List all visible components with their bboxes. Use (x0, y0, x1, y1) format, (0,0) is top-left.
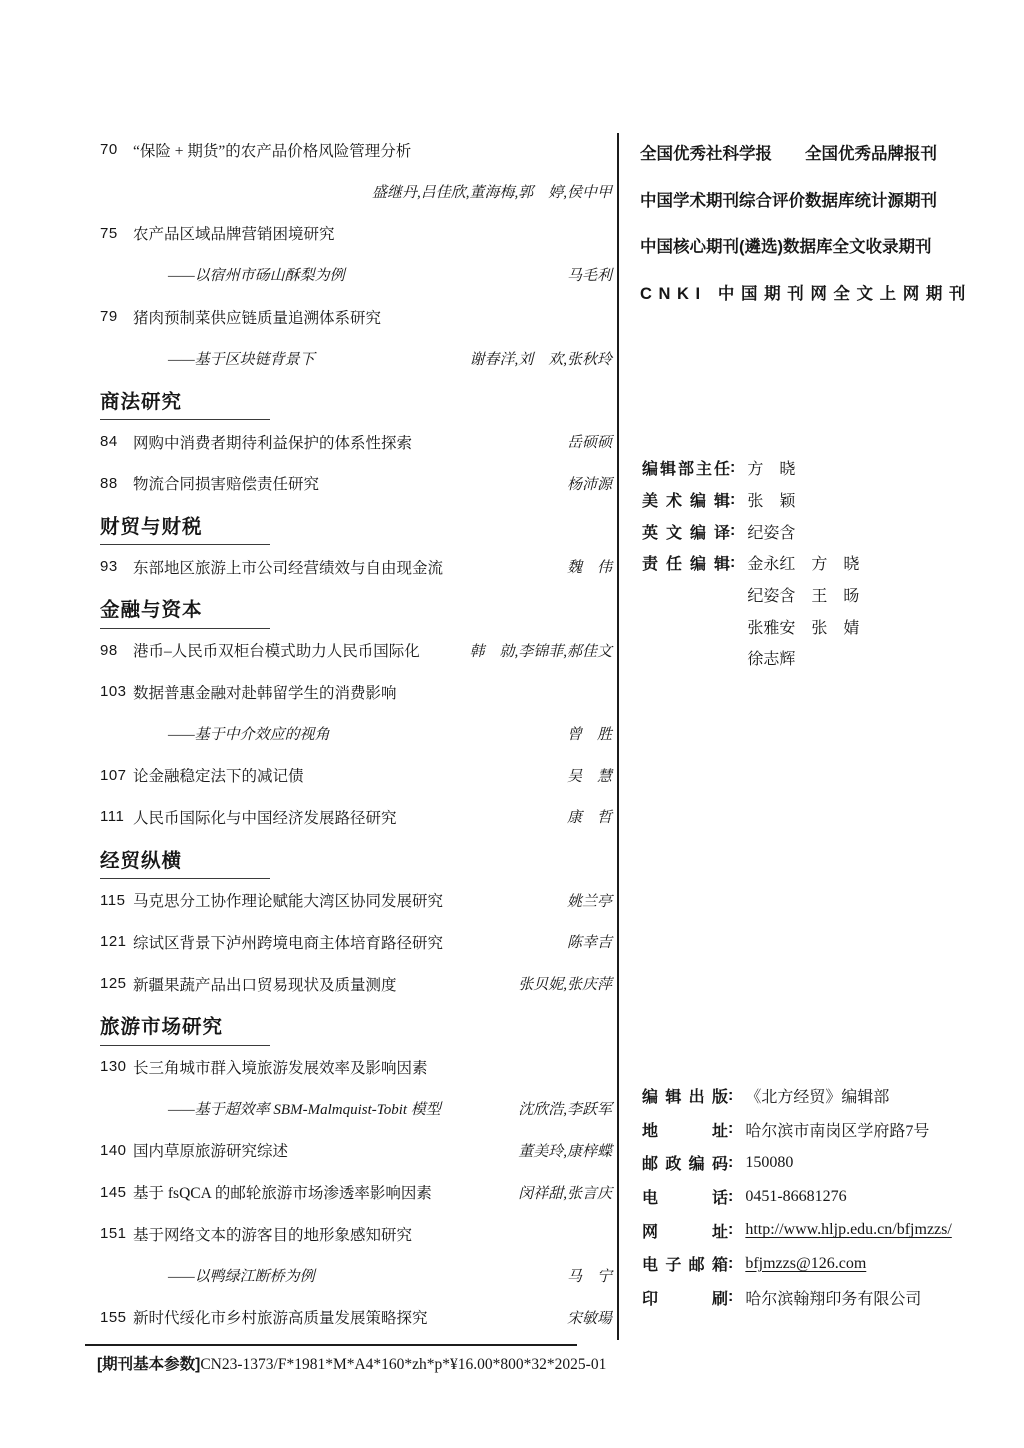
publisher-info-value: 0451-86681276 (745, 1187, 847, 1205)
page-number: 121 (100, 933, 127, 951)
toc-item-row (100, 879, 612, 921)
journal-honor-line: 全国优秀社科学报 全国优秀品牌报刊 (640, 145, 937, 164)
article-title: 马克思分工协作理论赋能大湾区协同发展研究 (133, 893, 444, 911)
publisher-info-value: 150080 (745, 1153, 794, 1171)
page-number: 125 (100, 975, 127, 993)
publisher-info-value: 哈尔滨市南岗区学府路7号 (745, 1122, 930, 1140)
article-authors: 宋敏瑒 (566, 1310, 612, 1327)
publisher-info-label: 印刷 (642, 1290, 728, 1308)
journal-honors-list (640, 129, 973, 315)
toc-item-row (100, 921, 612, 963)
article-authors: 吴 慧 (566, 768, 612, 785)
staff-role-colon: : (730, 522, 736, 540)
publisher-info-row (642, 1180, 972, 1214)
page-number: 98 (100, 641, 118, 659)
article-subtitle: ——基于区块链背景下 (168, 351, 315, 368)
article-title: “保险 + 期货”的农产品价格风险管理分析 (133, 142, 412, 160)
article-authors: 魏 伟 (566, 560, 612, 577)
publisher-info-row (642, 1113, 972, 1147)
publisher-info-row (642, 1146, 972, 1180)
publisher-info-label: 电话 (642, 1190, 728, 1208)
page-number: 93 (100, 558, 118, 576)
section-title: 财贸与财税 (100, 516, 203, 539)
publisher-info-colon: : (728, 1086, 734, 1104)
toc-item-row (100, 671, 612, 713)
article-title: 农产品区域品牌营销困境研究 (133, 226, 335, 244)
toc-subtitle-row (100, 337, 612, 379)
page-number: 140 (100, 1141, 127, 1159)
toc-column (100, 129, 612, 1338)
article-authors: 陈幸吉 (566, 935, 612, 952)
column-divider (617, 133, 619, 1340)
journal-honor-line: CNKI 中国期刊网全文上网期刊 (640, 284, 973, 303)
journal-parameters-value: CN23-1373/F*1981*M*A4*160*zh*p*¥16.00*800*32*2025-01 (200, 1356, 607, 1373)
staff-role-colon: : (730, 490, 736, 508)
section-title: 商法研究 (100, 390, 183, 413)
article-authors: 曾 胜 (566, 726, 612, 743)
staff-names: 纪姿含 (747, 524, 796, 542)
article-authors: 谢春洋,刘 欢,张秋玲 (469, 351, 612, 368)
toc-section-header (100, 379, 612, 421)
page-number: 70 (100, 141, 118, 159)
article-title: 新时代绥化市乡村旅游高质量发展策略探究 (133, 1310, 428, 1328)
publisher-info-value: 哈尔滨翰翔印务有限公司 (745, 1290, 922, 1308)
publisher-info-label: 网址 (642, 1223, 728, 1241)
article-title: 网购中消费者期待利益保护的体系性探索 (133, 434, 413, 452)
toc-item-row (100, 212, 612, 254)
toc-item-row (100, 421, 612, 463)
publisher-info-label: 邮政编码 (642, 1156, 728, 1174)
publisher-info-block (642, 1079, 972, 1314)
publisher-info-colon: : (728, 1120, 734, 1138)
article-subtitle: ——基于中介效应的视角 (168, 726, 330, 743)
staff-names: 徐志辉 (747, 651, 796, 669)
article-authors: 张贝妮,张庆萍 (518, 977, 612, 994)
article-authors: 闵祥甜,张言庆 (518, 1185, 612, 1202)
article-authors: 姚兰亭 (566, 893, 612, 910)
section-underline (100, 628, 270, 629)
toc-item-row (100, 1130, 612, 1172)
publisher-info-colon: : (728, 1187, 734, 1205)
article-title: 长三角城市群入境旅游发展效率及影响因素 (133, 1059, 428, 1077)
page-number: 130 (100, 1058, 127, 1076)
toc-section-header (100, 588, 612, 630)
staff-row (642, 452, 952, 484)
toc-subtitle-row (100, 254, 612, 296)
toc-item-row (100, 1296, 612, 1338)
publisher-info-label: 地址 (642, 1122, 728, 1140)
journal-honor-line: 中国学术期刊综合评价数据库统计源期刊 (640, 191, 937, 210)
article-title: 基于网络文本的游客目的地形象感知研究 (133, 1226, 413, 1244)
publisher-info-label: 编辑出版 (642, 1089, 728, 1107)
page-number: 75 (100, 224, 118, 242)
staff-row (642, 579, 952, 611)
toc-item-row (100, 629, 612, 671)
toc-item-row (100, 754, 612, 796)
article-subtitle: ——基于超效率 SBM-Malmquist-Tobit 模型 (168, 1102, 441, 1119)
staff-row (642, 610, 952, 642)
staff-role-colon: : (730, 458, 736, 476)
publisher-info-value: bfjmzzs@126.com (745, 1254, 867, 1272)
section-underline (100, 419, 270, 420)
article-authors: 韩 勍,李锦菲,郝佳文 (469, 643, 612, 660)
toc-item-row (100, 463, 612, 505)
article-title: 国内草原旅游研究综述 (133, 1143, 289, 1161)
article-authors: 杨沛源 (566, 476, 612, 493)
publisher-info-row (642, 1247, 972, 1281)
article-title: 新疆果蔬产品出口贸易现状及质量测度 (133, 976, 397, 994)
toc-item-row (100, 1046, 612, 1088)
footer-rule (85, 1344, 577, 1346)
staff-row (642, 515, 952, 547)
article-authors: 岳硕硕 (566, 435, 612, 452)
staff-role-label: 英文编译 (642, 524, 730, 542)
toc-section-header (100, 1004, 612, 1046)
toc-subtitle-row (100, 1088, 612, 1130)
journal-honor-line: 中国核心期刊(遴选)数据库全文收录期刊 (640, 238, 932, 257)
journal-parameters-label: [期刊基本参数] (97, 1356, 201, 1373)
staff-role-label: 责任编辑 (642, 556, 730, 574)
article-title: 猪肉预制菜供应链质量追溯体系研究 (133, 309, 382, 327)
page-number: 84 (100, 433, 118, 451)
staff-names: 纪姿含 王 旸 (747, 588, 860, 606)
publisher-info-row (642, 1213, 972, 1247)
article-authors: 盛继丹,吕佳欣,董海梅,郭 婷,侯中甲 (371, 185, 612, 202)
publisher-info-label: 电子邮箱 (642, 1257, 728, 1275)
publisher-info-colon: : (728, 1221, 734, 1239)
toc-item-row (100, 1213, 612, 1255)
staff-role-colon: : (730, 553, 736, 571)
publisher-info-row (642, 1079, 972, 1113)
page-number: 115 (100, 891, 126, 909)
article-authors: 沈欣浩,李跃军 (518, 1102, 612, 1119)
section-underline (100, 878, 270, 879)
staff-role-label: 编辑部主任 (642, 461, 730, 479)
article-authors: 马毛利 (566, 268, 612, 285)
toc-subtitle-row (100, 1255, 612, 1297)
toc-item-row (100, 1171, 612, 1213)
staff-names: 方 晓 (747, 461, 796, 479)
page-number: 111 (100, 808, 125, 826)
section-underline (100, 1045, 270, 1046)
publisher-info-value: http://www.hljp.edu.cn/bfjmzzs/ (745, 1221, 952, 1239)
article-title: 东部地区旅游上市公司经营绩效与自由现金流 (133, 559, 444, 577)
page-number: 145 (100, 1183, 127, 1201)
page-number: 103 (100, 683, 127, 701)
article-authors: 康 哲 (566, 810, 612, 827)
toc-item-row (100, 796, 612, 838)
toc-item-row (100, 546, 612, 588)
section-title: 旅游市场研究 (100, 1016, 224, 1039)
page-number: 107 (100, 766, 127, 784)
staff-row (642, 547, 952, 579)
staff-row (642, 642, 952, 674)
article-title: 基于 fsQCA 的邮轮旅游市场渗透率影响因素 (133, 1185, 432, 1203)
toc-subtitle-row (100, 713, 612, 755)
publisher-info-row (642, 1281, 972, 1315)
staff-names: 张 颖 (747, 493, 796, 511)
article-title: 数据普惠金融对赴韩留学生的消费影响 (133, 684, 397, 702)
publisher-info-colon: : (728, 1288, 734, 1306)
page-number: 88 (100, 474, 118, 492)
toc-authors-row (100, 171, 612, 213)
article-authors: 马 宁 (566, 1268, 612, 1285)
toc-section-header (100, 838, 612, 880)
article-authors: 董美玲,康梓蝶 (518, 1143, 612, 1160)
journal-parameters (97, 1352, 606, 1374)
article-title: 港币–人民币双柜台模式助力人民币国际化 (133, 643, 420, 661)
article-title: 物流合同损害赔偿责任研究 (133, 476, 320, 494)
publisher-info-value: 《北方经贸》编辑部 (745, 1089, 890, 1107)
toc-section-header (100, 504, 612, 546)
page-number: 79 (100, 308, 118, 326)
staff-names: 张雅安 张 婧 (747, 619, 860, 637)
toc-item-row (100, 296, 612, 338)
staff-row (642, 484, 952, 516)
article-title: 综试区背景下泸州跨境电商主体培育路径研究 (133, 934, 444, 952)
article-title: 论金融稳定法下的减记债 (133, 768, 304, 786)
article-title: 人民币国际化与中国经济发展路径研究 (133, 809, 397, 827)
toc-item-row (100, 963, 612, 1005)
article-subtitle: ——以宿州市砀山酥梨为例 (168, 268, 345, 285)
publisher-info-colon: : (728, 1153, 734, 1171)
page-number: 155 (100, 1308, 127, 1326)
page-number: 151 (100, 1225, 127, 1243)
staff-role-label: 美术编辑 (642, 493, 730, 511)
publisher-info-colon: : (728, 1254, 734, 1272)
editorial-staff-block (642, 452, 952, 674)
section-title: 经贸纵横 (100, 849, 183, 872)
article-subtitle: ——以鸭绿江断桥为例 (168, 1268, 315, 1285)
staff-names: 金永红 方 晓 (747, 556, 860, 574)
section-title: 金融与资本 (100, 599, 203, 622)
section-underline (100, 544, 270, 545)
toc-item-row (100, 129, 612, 171)
